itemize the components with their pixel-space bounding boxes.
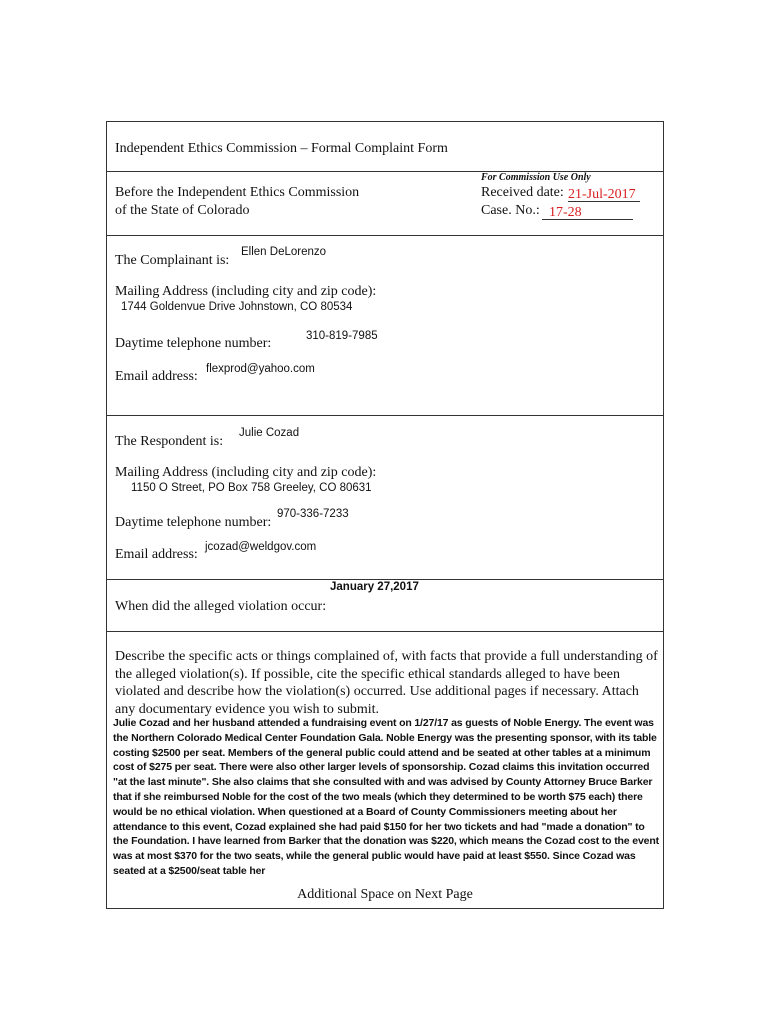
respondent-section (107, 416, 663, 580)
case-number-value: 17-28 (549, 205, 582, 220)
received-date-field[interactable] (568, 185, 640, 202)
respondent-label: The Respondent is: (115, 434, 224, 449)
violation-date-section (107, 580, 663, 632)
respondent-phone-label: Daytime telephone number: (115, 515, 272, 530)
complainant-name: Ellen DeLorenzo (241, 246, 327, 258)
respondent-address-label: Mailing Address (including city and zip code): (115, 465, 377, 480)
respondent-email: jcozad@weldgov.com (205, 541, 317, 553)
respondent-email-label: Email address: (115, 547, 198, 562)
description-section (107, 632, 663, 908)
received-date-value: 21-Jul-2017 (568, 187, 636, 202)
violation-date-label: When did the alleged violation occur: (115, 599, 327, 614)
header-line-1: Before the Independent Ethics Commission (115, 185, 360, 200)
commission-use-label: For Commission Use Only (481, 172, 591, 183)
complainant-email-label: Email address: (115, 369, 198, 384)
case-number-field[interactable] (542, 203, 633, 220)
additional-space-note: Additional Space on Next Page (297, 887, 473, 902)
respondent-name: Julie Cozad (239, 427, 300, 439)
respondent-phone: 970-336-7233 (277, 508, 349, 520)
complainant-address-label: Mailing Address (including city and zip code): (115, 284, 377, 299)
complainant-address: 1744 Goldenvue Drive Johnstown, CO 80534 (121, 301, 353, 313)
violation-date-value: January 27,2017 (330, 581, 419, 593)
complainant-label: The Complainant is: (115, 253, 230, 268)
header-row (107, 172, 663, 236)
complainant-phone-label: Daytime telephone number: (115, 336, 272, 351)
complainant-section (107, 236, 663, 416)
complainant-phone: 310-819-7985 (306, 330, 378, 342)
respondent-address: 1150 O Street, PO Box 758 Greeley, CO 80631 (131, 482, 372, 494)
header-line-2: of the State of Colorado (115, 203, 250, 218)
received-date-label: Received date: (481, 185, 564, 200)
description-instructions: Describe the specific acts or things complained of, with facts that provide a full understanding of the alleged violation(s). If possible, cite the specific ethical standards alleged to have been violated and describe how the violation(s) occurred. Use additional pages if necessary. Attach any documentary evidence you wish to submit. (115, 649, 658, 717)
complainant-email: flexprod@yahoo.com (206, 363, 315, 375)
title-row (107, 122, 663, 172)
case-number-label: Case. No.: (481, 203, 540, 218)
form-title: Independent Ethics Commission – Formal Complaint Form (115, 141, 448, 156)
description-narrative: Julie Cozad and her husband attended a fundraising event on 1/27/17 as guests of Noble Energy. The event was the Northern Colorado Medical Center Foundation Gala. Noble Energy was the presenting sponsor, with its table costing $2500 per seat. Members of the general public could attend and be seated at other tables at a minimum cost of $275 per seat. There were also other larger levels of sponsorship. Cozad claims this invitation occurred "at the last minute". She also claims that she consulted with and was advised by County Attorney Bruce Barker that if she reimbursed Noble for the cost of the two meals (which they determined to be worth $75 each) there would be no ethical violation. When questioned at a Board of County Commissioners meeting about her attendance to this event, Cozad explained she had paid $150 for her two tickets and had "made a donation" to the Foundation. I have learned from Barker that the donation was $220, which means the Cozad cost to the event was at most $370 for the two seats, while the general public would have paid at least $550. Since Cozad was seated at a $2500/seat table her (113, 717, 659, 877)
complaint-form (106, 121, 664, 909)
